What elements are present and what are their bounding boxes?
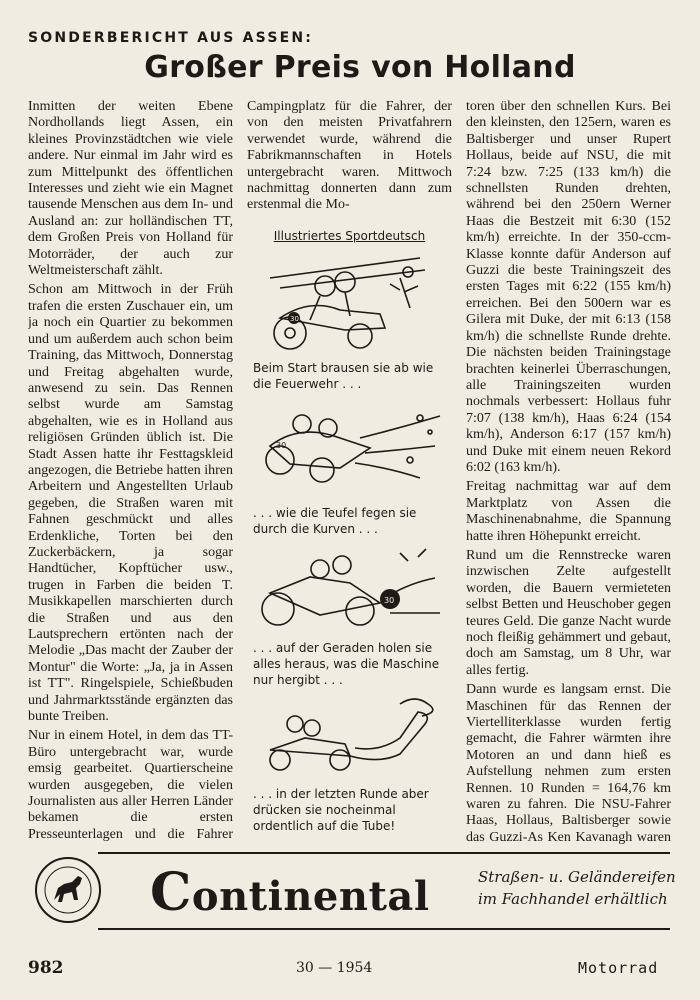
magazine-name: Motorrad bbox=[578, 959, 659, 977]
svg-text:30: 30 bbox=[383, 596, 394, 606]
svg-text:30: 30 bbox=[289, 315, 299, 324]
cartoon-caption: Beim Start brausen sie ab wie die Feuerwehr . . . bbox=[253, 361, 434, 392]
page-number: 982 bbox=[28, 958, 64, 978]
paragraph: Freitag nachmittag war auf dem Marktplatz von Assen die Maschinenabnahme, die Spannung hatte ihren Höhepunkt erreicht. bbox=[466, 479, 671, 544]
paragraph: toren über den schnellen Kurs. Bei den kleinsten, den 125ern, waren es Baltisberger und unser Rupert Hollaus, beide auf NSU, die mit 7:24 bzw. 7:25 (133 km/h) die schnellsten Runden drehten, während bei den 250ern Werner Haas die Bestzeit mit 6:30 (152 km/h) erreichte. In der 350-ccm-Klasse konnte dafür Anderson auf Guzzi die beste Trainingszeit des ersten Tages mit 6:22 (155 km/h) erreichen. Bei den 500ern war es Gilera mit Duke, der mit 6:13 (158 km/h) die schnellste Runde drehte. Die nächsten beiden Trainingstage brachten keinerlei Überraschungen, alle Trainingszeiten wurden nochmals verbessert: Hollaus fuhr 7:07 (138 km/h), Haas 6:24 (154 km/h), Anderson 6:17 (157 km/h) und Duke mit einem neuen Rekord 6:02 (163 km/h). bbox=[466, 99, 671, 475]
paragraph: Inmitten der weiten Ebene Nordhollands liegt Assen, ein kleines Provinzstädtchen wie viele andere. Nur einmal im Jahr wird es zum Mittelpunkt des öffentlichen Interesses und zieht wie ein Magnet tausende Menschen aus dem In- und Ausland an: zur holländischen TT, dem Großen Preis von Holland für Motorräder, der auch zur Weltmeisterschaft zählt. bbox=[28, 99, 233, 279]
cartoon-straight-illustration bbox=[250, 543, 450, 638]
cartoon-start-illustration bbox=[250, 248, 450, 358]
paragraph: Dann wurde es langsam ernst. Die Maschinen für das Rennen der Viertelliterklasse wurden fertig gemacht, die Fahrer wärmten ihre Motoren an und dann hieß es Aufstellung nehmen zum ersten Rennen. 10 Runden = 164,76 km waren zu fahren. Die NSU-Fahrer Haas, Hollaus, Baltisberger sowie das Guzzi-As Ken Kavanagh waren bbox=[466, 682, 671, 844]
report-kicker: SONDERBERICHT AUS ASSEN: bbox=[28, 30, 314, 46]
ad-top-rule bbox=[98, 852, 670, 854]
article-title: Großer Preis von Holland bbox=[144, 50, 576, 85]
ad-tagline: Straßen- u. Geländereifen im Fachhandel erhältlich bbox=[478, 868, 676, 908]
cartoon-caption: . . . wie die Teufel fegen sie durch die Kurven . . . bbox=[253, 506, 417, 537]
paragraph: Nur in einem Hotel, in dem das TT-Büro untergebracht war, wurde emsig gearbeitet. Quartierscheine wurden ausgegeben, die vielen Journalisten aus aller Herren Länder bekamen die ersten Presseunterlagen und die Fahrer bbox=[28, 728, 233, 842]
text-column-3 bbox=[466, 99, 671, 844]
ad-bottom-rule bbox=[98, 928, 670, 930]
cartoon-last-lap-illustration bbox=[250, 694, 450, 784]
cartoon-curve-illustration bbox=[250, 398, 450, 503]
paragraph: Rund um die Rennstrecke waren inzwischen Zelte aufgestellt worden, die Bauern vermieteten selbst Betten und Heuschober gegen teures Geld. Die ganze Nacht wurde noch fleißig gehämmert und gebaut, doch am Samstag, um 8 Uhr, war alles fertig. bbox=[466, 547, 671, 678]
cartoon-series-title: Illustriertes Sportdeutsch bbox=[273, 228, 426, 243]
continental-horse-logo-icon bbox=[34, 856, 102, 924]
paragraph: Campingplatz für die Fahrer, der von den meisten Privatfahrern verwendet wurde, während die Fabrikmannschaften in Hotels untergebracht waren. Mittwoch nachmittag donnerten dann zum erstenmal die Mo- bbox=[247, 99, 452, 213]
continental-brand-wordmark: Continental bbox=[150, 862, 430, 923]
issue-number: 30 — 1954 bbox=[296, 960, 373, 976]
text-column-2 bbox=[247, 99, 452, 844]
cartoon-caption: . . . in der letzten Runde aber drücken sie nocheinmal ordentlich auf die Tube! bbox=[253, 787, 429, 834]
paragraph: Schon am Mittwoch in der Früh trafen die ersten Zuschauer ein, um ja noch ein Quartier zu bekommen und um außerdem auch schon beim Training, das Mittwoch, Donnerstag und Freitag abgehalten wurde, anwesend zu sein. Das Rennen selbst wurde am Samstag abgehalten, wie es in Holland aus religiösen Gründen üblich ist. Die Stadt Assen hatte ihr Festtagskleid angezogen, die Betriebe hatten ihren Arbeitern und Angestellten Urlaub gegeben, die Straßen waren mit Fahnen geschmückt und alles Erdenkliche, Torten bei den Zuckerbäckern, ja sogar Handtücher, Kopftücher usw., trugen in Farben die beiden T. Musikkapellen marschierten durch die Straßen und aus den Lautsprechern ertönten nach der Melodie „Das macht der Zauber der Montur" die Worte: „Ja, ja in Assen ist TT". Ringelspiele, Schießbuden und Jahrmarktsstände ergänzten das bunte Treiben. bbox=[28, 282, 233, 725]
svg-text:30: 30 bbox=[275, 441, 286, 451]
text-column-1 bbox=[28, 99, 233, 844]
cartoon-caption: . . . auf der Geraden holen sie alles heraus, was die Maschine nur hergibt . . . bbox=[253, 641, 440, 688]
